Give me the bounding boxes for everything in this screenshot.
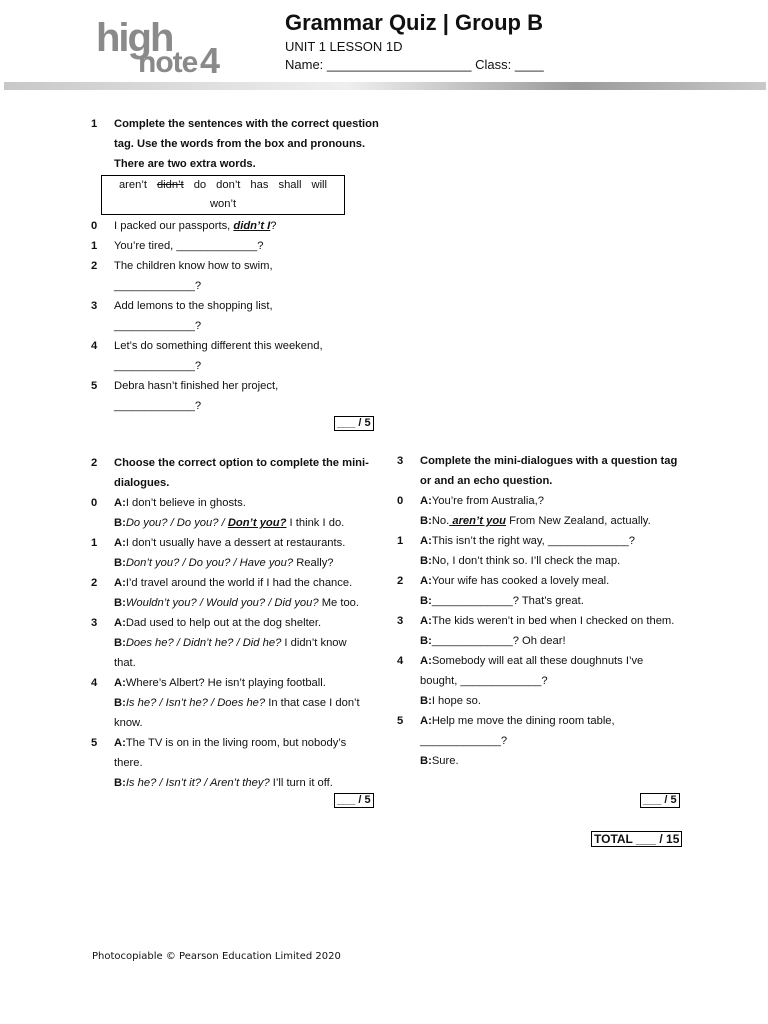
item-number: 1 — [91, 240, 98, 252]
line-a: The kids weren’t in bed when I checked on them. — [431, 615, 675, 627]
unit-lesson-label: UNIT 1 LESSON 1D — [285, 39, 403, 54]
speaker-a-label: A: — [114, 497, 126, 509]
item-number: 3 — [397, 615, 404, 627]
speaker-b-label: B: — [420, 515, 432, 527]
line-b-rest: Me too. — [318, 597, 360, 609]
line-b: _____________? Oh dear! — [431, 635, 566, 647]
total-score-box: TOTAL ___ / 15 — [591, 831, 682, 847]
speaker-a-label: A: — [420, 655, 432, 667]
list-item — [397, 611, 679, 651]
speaker-a-label: A: — [420, 575, 432, 587]
speaker-a-label: A: — [114, 537, 126, 549]
line-b: I hope so. — [431, 695, 481, 707]
question-2-instruction — [91, 453, 369, 493]
list-item — [91, 733, 369, 793]
list-item — [91, 573, 369, 613]
question-2 — [91, 453, 369, 793]
line-a: Your wife has cooked a lovely meal. — [431, 575, 610, 587]
speaker-b-label: B: — [114, 517, 126, 529]
list-item — [91, 493, 369, 533]
question-3 — [397, 451, 679, 771]
item-number: 4 — [397, 655, 404, 667]
high-note-logo — [96, 16, 226, 81]
logo-word-high: high — [96, 16, 173, 60]
speaker-a-label: A: — [420, 535, 432, 547]
example-answer: didn’t I — [233, 220, 271, 232]
line-b-rest: In that case I don’t know. — [114, 697, 360, 729]
question-number: 2 — [91, 457, 98, 469]
item-text: Add lemons to the shopping list, _____________? — [114, 300, 273, 332]
example-answer: Don’t you? — [227, 517, 287, 529]
item-number: 0 — [397, 495, 404, 507]
word-box-item: aren’t — [118, 179, 147, 191]
list-item — [91, 216, 381, 236]
item-number: 2 — [397, 575, 404, 587]
quiz-title: Grammar Quiz | Group B — [285, 10, 543, 35]
list-item — [91, 533, 369, 573]
line-b-rest: I think I do. — [286, 517, 345, 529]
word-box-item: will — [311, 179, 328, 191]
line-b-rest: From New Zealand, actually. — [506, 515, 651, 527]
item-number: 2 — [91, 577, 98, 589]
speaker-a-label: A: — [114, 677, 126, 689]
score-box-2: ___ / 5 — [334, 793, 374, 808]
speaker-b-label: B: — [114, 777, 126, 789]
line-a: Dad used to help out at the dog shelter. — [125, 617, 322, 629]
word-box-item: don’t — [216, 179, 241, 191]
question-1-instruction — [91, 114, 381, 174]
speaker-b-label: B: — [114, 697, 126, 709]
item-text: You’re tired, _____________? — [114, 240, 264, 252]
list-item — [397, 651, 679, 711]
options: Do you? / Do you? / — [125, 517, 228, 529]
item-number: 5 — [91, 380, 98, 392]
options: Does he? / Didn’t he? / Did he? — [125, 637, 282, 649]
line-a: Somebody will eat all these doughnuts I’ve bought, _____________? — [420, 655, 644, 687]
logo-number: 4 — [200, 40, 221, 81]
line-b: No, I don’t think so. I’ll check the map. — [431, 555, 621, 567]
line-a: I don’t believe in ghosts. — [125, 497, 246, 509]
item-text: The children know how to swim, _____________? — [114, 260, 273, 292]
speaker-b-label: B: — [114, 637, 126, 649]
line-b: Sure. — [431, 755, 459, 767]
speaker-b-label: B: — [420, 695, 432, 707]
list-item — [397, 711, 679, 771]
logo-word-note: note — [138, 46, 198, 79]
example-answer: aren’t you — [449, 515, 507, 527]
word-box-item: has — [250, 179, 269, 191]
options: Is he? / Isn’t he? / Does he? — [125, 697, 266, 709]
instruction-text: Complete the sentences with the correct question tag. Use the words from the box and pronouns. There are two extra words. — [114, 118, 379, 170]
line-a: The TV is on in the living room, but nobody’s there. — [114, 737, 347, 769]
speaker-a-label: A: — [420, 715, 432, 727]
question-number: 3 — [397, 455, 404, 467]
options: Wouldn’t you? / Would you? / Did you? — [125, 597, 319, 609]
item-number: 4 — [91, 677, 98, 689]
word-box-item: won’t — [209, 198, 237, 210]
item-text: I packed our passports, — [114, 220, 234, 232]
speaker-b-label: B: — [420, 555, 432, 567]
question-1 — [91, 114, 381, 416]
list-item — [91, 256, 381, 296]
speaker-b-label: B: — [420, 635, 432, 647]
instruction-text: Complete the mini-dialogues with a question tag or and an echo question. — [420, 455, 678, 487]
line-a: I’d travel around the world if I had the chance. — [125, 577, 353, 589]
item-number: 0 — [91, 497, 98, 509]
speaker-b-label: B: — [114, 597, 126, 609]
word-box-item: didn’t — [156, 179, 184, 191]
speaker-a-label: A: — [114, 577, 126, 589]
speaker-b-label: B: — [114, 557, 126, 569]
item-number: 3 — [91, 617, 98, 629]
options: Is he? / Isn’t it? / Aren’t they? — [125, 777, 270, 789]
item-text: Let’s do something different this weekend, _____________? — [114, 340, 323, 372]
list-item — [91, 673, 369, 733]
item-number: 0 — [91, 220, 98, 232]
item-number: 5 — [91, 737, 98, 749]
speaker-b-label: B: — [420, 755, 432, 767]
list-item — [91, 336, 381, 376]
line-b: _____________? That’s great. — [431, 595, 584, 607]
line-b-rest: I’ll turn it off. — [269, 777, 333, 789]
speaker-b-label: B: — [420, 595, 432, 607]
list-item — [397, 531, 679, 571]
line-a: Where’s Albert? He isn’t playing football. — [125, 677, 326, 689]
item-number: 1 — [91, 537, 98, 549]
item-number: 5 — [397, 715, 404, 727]
speaker-a-label: A: — [420, 615, 432, 627]
line-a: This isn’t the right way, _____________? — [431, 535, 635, 547]
item-number: 2 — [91, 260, 98, 272]
item-number: 3 — [91, 300, 98, 312]
speaker-a-label: A: — [114, 617, 126, 629]
speaker-a-label: A: — [420, 495, 432, 507]
line-a: You’re from Australia,? — [431, 495, 544, 507]
list-item — [91, 296, 381, 336]
item-number: 1 — [397, 535, 404, 547]
instruction-text: Choose the correct option to complete the mini-dialogues. — [114, 457, 369, 489]
line-a: Help me move the dining room table, _____________? — [420, 715, 615, 747]
line-b: No. — [431, 515, 450, 527]
copyright-footer: Photocopiable © Pearson Education Limited 2020 — [92, 951, 341, 962]
word-box — [101, 175, 345, 215]
word-box-item: shall — [278, 179, 302, 191]
list-item — [91, 376, 381, 416]
list-item — [397, 491, 679, 531]
speaker-a-label: A: — [114, 737, 126, 749]
list-item — [397, 571, 679, 611]
list-item — [91, 236, 381, 256]
header-divider — [4, 82, 766, 90]
score-box-3: ___ / 5 — [640, 793, 680, 808]
score-box-1: ___ / 5 — [334, 416, 374, 431]
options: Don’t you? / Do you? / Have you? — [125, 557, 294, 569]
name-class-line: Name: ____________________ Class: ____ — [285, 57, 544, 72]
question-3-instruction — [397, 451, 679, 491]
word-box-item: do — [193, 179, 207, 191]
line-a: I don’t usually have a dessert at restaurants. — [125, 537, 346, 549]
line-b-rest: I didn’t know that. — [114, 637, 347, 669]
line-b-rest: Really? — [293, 557, 334, 569]
item-number: 4 — [91, 340, 98, 352]
question-number: 1 — [91, 118, 98, 130]
item-end: ? — [270, 220, 277, 232]
list-item — [91, 613, 369, 673]
item-text: Debra hasn’t finished her project, _____________? — [114, 380, 279, 412]
